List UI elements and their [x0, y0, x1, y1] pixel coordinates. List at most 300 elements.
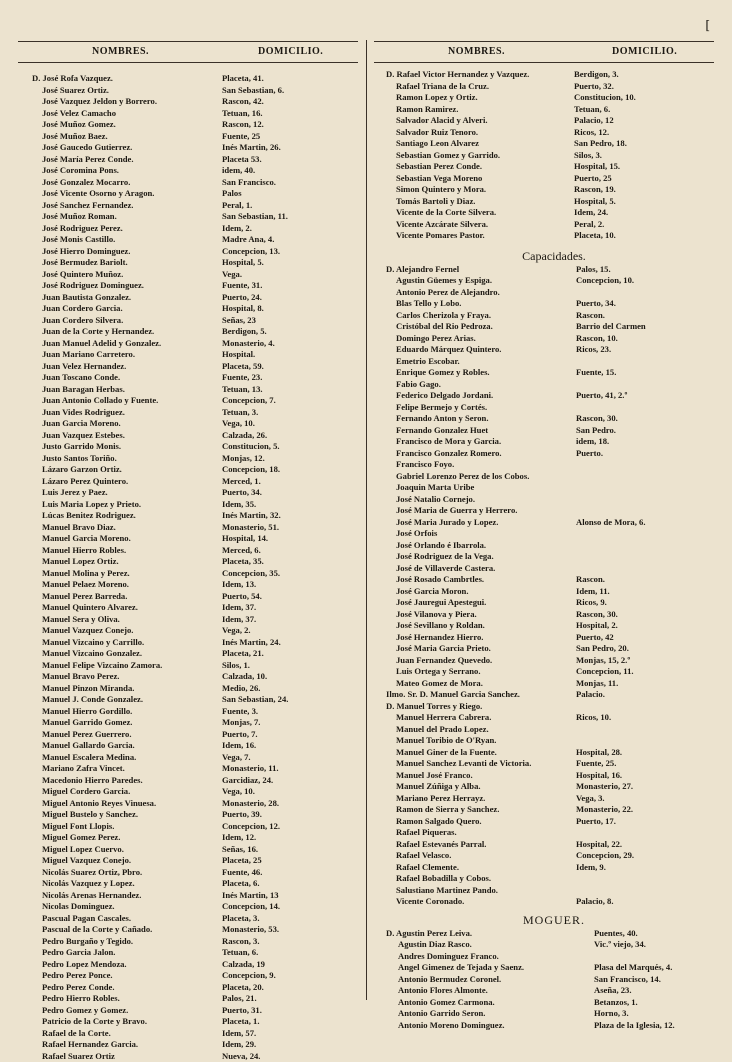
entry-address: idem, 40.	[222, 165, 362, 177]
list-item	[386, 115, 722, 127]
entry-name: Pascual Pagan Cascales.	[42, 913, 218, 925]
entry-name: Rafael Suarez Ortiz	[42, 1051, 218, 1062]
list-item	[386, 264, 722, 276]
entry-name: Manuel Escalera Medina.	[42, 752, 218, 764]
list-item	[386, 827, 722, 839]
entry-name: José Vilanova y Piera.	[396, 609, 572, 621]
list-item	[32, 73, 362, 85]
list-item	[32, 464, 362, 476]
entry-address: San Francisco.	[222, 177, 362, 189]
list-item	[32, 855, 362, 867]
list-item	[32, 556, 362, 568]
entry-address: Palacio, 8.	[576, 896, 710, 908]
entry-name: Manuel Gallardo Garcia.	[42, 740, 218, 752]
list-item	[32, 131, 362, 143]
list-item	[386, 816, 722, 828]
entry-address: Rascon, 42.	[222, 96, 362, 108]
entry-address: Inés Martin, 26.	[222, 142, 362, 154]
list-item	[386, 678, 722, 690]
entry-name: Nicolás Arenas Hernandez.	[42, 890, 218, 902]
list-item	[32, 947, 362, 959]
entry-address: Madre Ana, 4.	[222, 234, 362, 246]
entry-address: idem, 18.	[576, 436, 710, 448]
entry-address: Peral, 1.	[222, 200, 362, 212]
entry-address: Puerto, 7.	[222, 729, 362, 741]
list-item	[386, 356, 722, 368]
entry-name: Juan Vazquez Estebes.	[42, 430, 218, 442]
entry-address: Concepcion, 11.	[576, 666, 710, 678]
list-item	[32, 315, 362, 327]
list-item	[386, 138, 722, 150]
list-item	[386, 770, 722, 782]
entry-address: Monasterio, 27.	[576, 781, 710, 793]
entry-address: Puerto, 42	[576, 632, 710, 644]
list-item	[386, 367, 722, 379]
list-item	[32, 970, 362, 982]
list-item	[386, 985, 722, 997]
list-item	[32, 395, 362, 407]
list-item	[386, 724, 722, 736]
list-item	[386, 712, 722, 724]
entry-name: Luis Jerez y Paez.	[42, 487, 218, 499]
entry-address: Plaza de la Iglesia, 12.	[594, 1020, 716, 1032]
entry-name: José Bermudez Bariolt.	[42, 257, 218, 269]
entry-address: Placeta 53.	[222, 154, 362, 166]
entry-name: José Gaucedo Gutierrez.	[42, 142, 218, 154]
entry-name: Emetrio Escobar.	[396, 356, 572, 368]
entry-name: Lúcas Benitez Rodriguez.	[42, 510, 218, 522]
entry-name: Manuel Toribio de O'Ryan.	[396, 735, 572, 747]
list-item	[32, 775, 362, 787]
entry-address: Idem, 12.	[222, 832, 362, 844]
list-item	[32, 936, 362, 948]
entry-name: Mariano Perez Herrayz.	[396, 793, 572, 805]
list-item	[386, 127, 722, 139]
entry-name: Manuel Herrera Cabrera.	[396, 712, 572, 724]
entry-address: Calzada, 26.	[222, 430, 362, 442]
list-item	[32, 85, 362, 97]
list-item	[386, 448, 722, 460]
list-item	[32, 246, 362, 258]
entry-name: José Maria Jurado y Lopez.	[396, 517, 572, 529]
list-item	[32, 338, 362, 350]
entry-address: Concepcion, 9.	[222, 970, 362, 982]
entry-address: Puerto, 32.	[574, 81, 706, 93]
list-item	[32, 890, 362, 902]
entry-name: José Suarez Ortiz.	[42, 85, 218, 97]
entry-address: Puerto, 25	[574, 173, 706, 185]
entry-address: Plasa del Marqués, 4.	[594, 962, 716, 974]
entry-name: José Jauregui Apestegui.	[396, 597, 572, 609]
entry-address: Rascon, 3.	[222, 936, 362, 948]
entry-name: Manuel Perez Guerrero.	[42, 729, 218, 741]
entry-address: Horno, 3.	[594, 1008, 716, 1020]
entry-address: Tetuan, 16.	[222, 108, 362, 120]
list-item	[32, 303, 362, 315]
list-item	[386, 689, 722, 701]
list-item	[32, 832, 362, 844]
list-item	[32, 96, 362, 108]
entry-name: Gabriel Lorenzo Perez de los Cobos.	[396, 471, 572, 483]
list-item	[32, 729, 362, 741]
list-item	[386, 184, 722, 196]
entry-name: Antonio Moreno Dominguez.	[398, 1020, 592, 1032]
entry-name: Nicolás Vazquez y Lopez.	[42, 878, 218, 890]
list-item	[32, 326, 362, 338]
list-item	[32, 671, 362, 683]
column-divider	[366, 40, 367, 1000]
entry-name: Juan de la Corte y Hernandez.	[42, 326, 218, 338]
entry-address: Idem, 57.	[222, 1028, 362, 1040]
entry-name: Antonio Gomez Carmona.	[398, 997, 592, 1009]
entry-address: Concepcion, 18.	[222, 464, 362, 476]
list-item	[32, 798, 362, 810]
corner-mark: [	[705, 18, 710, 32]
entry-name: Juan Antonio Collado y Fuente.	[42, 395, 218, 407]
entry-name: Sebastian Vega Moreno	[396, 173, 572, 185]
entry-name: Juan Baragan Herbas.	[42, 384, 218, 396]
list-item	[386, 471, 722, 483]
list-item	[386, 1008, 722, 1020]
entry-name: Antonio Bermudez Coronel.	[398, 974, 592, 986]
entry-address: Inés Martin, 32.	[222, 510, 362, 522]
list-item	[386, 196, 722, 208]
entry-address: Idem, 29.	[222, 1039, 362, 1051]
entry-address: Fuente, 25.	[576, 758, 710, 770]
entry-name: Manuel Sanchez Levanti de Victoria.	[396, 758, 572, 770]
list-item	[32, 579, 362, 591]
entry-address: San Sebastian, 6.	[222, 85, 362, 97]
list-item	[386, 747, 722, 759]
list-item	[386, 885, 722, 897]
entry-name: Miguel Cordero Garcia.	[42, 786, 218, 798]
entry-address: Concepcion, 14.	[222, 901, 362, 913]
entry-name: José Muñoz Gomez.	[42, 119, 218, 131]
list-item	[386, 298, 722, 310]
entry-address: Hospital, 2.	[576, 620, 710, 632]
entry-address: Idem, 37.	[222, 614, 362, 626]
entry-address: Inés Martin, 24.	[222, 637, 362, 649]
entry-address: Puerto, 39.	[222, 809, 362, 821]
entry-address: Palos	[222, 188, 362, 200]
entry-name: José Velez Camacho	[42, 108, 218, 120]
list-item	[32, 740, 362, 752]
entry-name: Pedro Gomez y Gomez.	[42, 1005, 218, 1017]
list-item	[386, 425, 722, 437]
list-item	[32, 614, 362, 626]
list-item	[386, 287, 722, 299]
entry-name: Justo Garrido Monis.	[42, 441, 218, 453]
entry-name: Mateo Gomez de Mora.	[396, 678, 572, 690]
entry-name: Carlos Cherizola y Fraya.	[396, 310, 572, 322]
list-item	[32, 142, 362, 154]
list-item	[32, 200, 362, 212]
list-item	[32, 499, 362, 511]
entry-address: Placeta, 41.	[222, 73, 362, 85]
list-item	[32, 119, 362, 131]
entry-name: Manuel Hierro Gordillo.	[42, 706, 218, 718]
list-item	[32, 924, 362, 936]
entry-name: Andres Dominguez Franco.	[398, 951, 592, 963]
entry-address: Hospital, 28.	[576, 747, 710, 759]
list-item	[32, 717, 362, 729]
entry-name: Manuel J. Conde Gonzalez.	[42, 694, 218, 706]
entry-address: Puerto, 31.	[222, 1005, 362, 1017]
entry-name: Antonio Flores Almonte.	[398, 985, 592, 997]
entry-address: Concepcion, 7.	[222, 395, 362, 407]
entry-address: Monasterio, 51.	[222, 522, 362, 534]
list-item	[32, 384, 362, 396]
list-item	[386, 528, 722, 540]
entry-name: José Muñoz Baez.	[42, 131, 218, 143]
header-bottom-rule-right	[374, 62, 714, 63]
list-item	[32, 522, 362, 534]
entry-name: Juan Toscano Conde.	[42, 372, 218, 384]
entry-address: Monasterio, 28.	[222, 798, 362, 810]
list-item	[32, 361, 362, 373]
list-item	[386, 161, 722, 173]
list-item	[32, 292, 362, 304]
entry-address: Monjas, 7.	[222, 717, 362, 729]
entry-name: Patricio de la Corte y Bravo.	[42, 1016, 218, 1028]
entry-name: Rafael Clemente.	[396, 862, 572, 874]
list-item	[386, 104, 722, 116]
list-item	[32, 568, 362, 580]
list-item	[32, 430, 362, 442]
moguer-heading: MOGUER.	[386, 912, 722, 928]
entry-address: Fuente, 46.	[222, 867, 362, 879]
list-item	[386, 781, 722, 793]
list-item	[386, 505, 722, 517]
entry-address: Puerto, 34.	[576, 298, 710, 310]
entry-name: Manuel del Prado Lopez.	[396, 724, 572, 736]
entry-address: Hospital, 15.	[574, 161, 706, 173]
list-item	[386, 310, 722, 322]
entry-name: Vicente de la Corte Silvera.	[396, 207, 572, 219]
entry-address: Monasterio, 4.	[222, 338, 362, 350]
entry-name: José Orlando é Ibarrola.	[396, 540, 572, 552]
entry-name: Manuel Bravo Diaz.	[42, 522, 218, 534]
entry-name: José Rodriguez Perez.	[42, 223, 218, 235]
list-item	[32, 188, 362, 200]
entry-name: Mariano Zafra Vincet.	[42, 763, 218, 775]
entry-address: Concepcion, 10.	[576, 275, 710, 287]
entry-name: Ramon de Sierra y Sanchez.	[396, 804, 572, 816]
entry-name: Manuel Bravo Perez.	[42, 671, 218, 683]
entry-name: Manuel Perez Barreda.	[42, 591, 218, 603]
entry-address: Hospital, 5.	[574, 196, 706, 208]
entry-address: Monjas, 12.	[222, 453, 362, 465]
entry-name: Ramon Lopez y Ortiz.	[396, 92, 572, 104]
entry-address: Monasterio, 11.	[222, 763, 362, 775]
list-item	[386, 793, 722, 805]
entry-address: Idem, 9.	[576, 862, 710, 874]
entry-name: Juan Manuel Adelid y Gonzalez.	[42, 338, 218, 350]
entry-address: Vega, 2.	[222, 625, 362, 637]
entry-name: Manuel Quintero Alvarez.	[42, 602, 218, 614]
list-item	[32, 959, 362, 971]
list-item	[32, 602, 362, 614]
entry-name: Ilmo. Sr. D. Manuel Garcia Sanchez.	[386, 689, 572, 701]
list-item	[32, 177, 362, 189]
entry-address: Rascon, 30.	[576, 413, 710, 425]
entry-name: Lázaro Garzon Ortiz.	[42, 464, 218, 476]
entry-name: Pedro Hierro Robles.	[42, 993, 218, 1005]
list-item	[32, 683, 362, 695]
entry-name: Salvador Alacid y Alveri.	[396, 115, 572, 127]
list-item	[32, 901, 362, 913]
entry-name: Manuel Zúñiga y Alba.	[396, 781, 572, 793]
entry-address: Tetuan, 3.	[222, 407, 362, 419]
list-item	[386, 758, 722, 770]
list-item	[386, 928, 722, 940]
list-item	[32, 648, 362, 660]
list-item	[32, 223, 362, 235]
right-column	[386, 69, 722, 1031]
header-domicilio-right: DOMICILIO.	[612, 46, 677, 57]
entry-address: Vega, 7.	[222, 752, 362, 764]
entry-name: José Rosado Cambrtles.	[396, 574, 572, 586]
entry-name: José Sevillano y Roldan.	[396, 620, 572, 632]
entry-name: Angel Gimenez de Tejada y Saenz.	[398, 962, 592, 974]
list-item	[32, 809, 362, 821]
entry-address: Idem, 16.	[222, 740, 362, 752]
list-item	[32, 211, 362, 223]
list-item	[386, 69, 722, 81]
list-item	[386, 219, 722, 231]
entry-address: Idem, 37.	[222, 602, 362, 614]
entry-name: Francisco Gonzalez Romero.	[396, 448, 572, 460]
header-bottom-rule-left	[18, 62, 358, 63]
entry-name: Rafael Velasco.	[396, 850, 572, 862]
list-item	[32, 533, 362, 545]
entry-address: Aseña, 23.	[594, 985, 716, 997]
entry-name: Pedro Burgaño y Tegido.	[42, 936, 218, 948]
list-item	[386, 321, 722, 333]
list-item	[32, 280, 362, 292]
entry-name: Luis Maria Lopez y Prieto.	[42, 499, 218, 511]
entry-address: Palos, 21.	[222, 993, 362, 1005]
entry-address: Señas, 16.	[222, 844, 362, 856]
list-item	[386, 482, 722, 494]
list-item	[32, 349, 362, 361]
list-item	[32, 763, 362, 775]
entry-address: Puerto, 34.	[222, 487, 362, 499]
list-item	[32, 982, 362, 994]
entry-address: San Pedro.	[576, 425, 710, 437]
entry-name: Nicolas Dominguez.	[42, 901, 218, 913]
entry-name: Rafael Bobadilla y Cobos.	[396, 873, 572, 885]
entry-address: Puerto, 54.	[222, 591, 362, 603]
list-item	[32, 752, 362, 764]
list-item	[386, 402, 722, 414]
entry-name: José Maria de Guerra y Herrero.	[396, 505, 572, 517]
entry-name: D. Agustin Perez Leiva.	[386, 928, 592, 940]
list-item	[32, 545, 362, 557]
entry-name: Rafael de la Corte.	[42, 1028, 218, 1040]
entry-address: Rascon, 30.	[576, 609, 710, 621]
entry-address: Idem, 13.	[222, 579, 362, 591]
entry-name: Antonio Perez de Alejandro.	[396, 287, 572, 299]
entry-name: José Rodriguez de la Vega.	[396, 551, 572, 563]
entry-name: Manuel Felipe Vizcaino Zamora.	[42, 660, 218, 672]
entry-address: Monjas, 11.	[576, 678, 710, 690]
entry-address: Peral, 2.	[574, 219, 706, 231]
list-item	[32, 913, 362, 925]
entry-name: José Coromina Pons.	[42, 165, 218, 177]
list-item	[386, 804, 722, 816]
entry-name: Miguel Bustelo y Sanchez.	[42, 809, 218, 821]
entry-name: Manuel Garrido Gomez.	[42, 717, 218, 729]
list-item	[32, 993, 362, 1005]
entry-address: Señas, 23	[222, 315, 362, 327]
list-item	[386, 379, 722, 391]
entry-address: Vega, 10.	[222, 418, 362, 430]
list-item	[386, 597, 722, 609]
entry-address: San Pedro, 18.	[574, 138, 706, 150]
list-item	[386, 563, 722, 575]
entry-address: Vega, 3.	[576, 793, 710, 805]
entry-address: Fuente, 25	[222, 131, 362, 143]
list-item	[32, 625, 362, 637]
entry-address: Fuente, 23.	[222, 372, 362, 384]
list-item	[386, 275, 722, 287]
header-top-rule-left	[18, 41, 358, 42]
entry-name: Federico Delgado Jordani.	[396, 390, 572, 402]
entry-name: Manuel Vizcaino Gonzalez.	[42, 648, 218, 660]
entry-name: Juan Vides Rodriguez.	[42, 407, 218, 419]
entry-address: Placeta, 10.	[574, 230, 706, 242]
entry-address: San Pedro, 20.	[576, 643, 710, 655]
entry-name: Pedro Garcia Jalon.	[42, 947, 218, 959]
entry-address: Tetuan, 6.	[222, 947, 362, 959]
list-item	[32, 1028, 362, 1040]
list-item	[386, 862, 722, 874]
entry-address: Concepcion, 13.	[222, 246, 362, 258]
entry-name: Enrique Gomez y Robles.	[396, 367, 572, 379]
entry-name: Antonio Garrido Seron.	[398, 1008, 592, 1020]
entry-name: Luis Ortega y Serrano.	[396, 666, 572, 678]
entry-name: D. José Rofa Vazquez.	[32, 73, 218, 85]
entry-address: Rascon, 12.	[222, 119, 362, 131]
entry-name: José María Perez Conde.	[42, 154, 218, 166]
list-item	[386, 850, 722, 862]
list-item	[32, 786, 362, 798]
entry-address: Placeta, 35.	[222, 556, 362, 568]
entry-name: Juan Mariano Carretero.	[42, 349, 218, 361]
entry-address: Hospital, 5.	[222, 257, 362, 269]
capacidades-heading: Capacidades.	[386, 248, 722, 264]
entry-name: Fernando Gonzalez Huet	[396, 425, 572, 437]
list-item	[32, 418, 362, 430]
entry-address: Placeta, 3.	[222, 913, 362, 925]
entry-name: Juan Bautista Gonzalez.	[42, 292, 218, 304]
entry-address: Puerto.	[576, 448, 710, 460]
entry-name: Vicente Coronado.	[396, 896, 572, 908]
list-item	[386, 344, 722, 356]
entry-address: Hospital, 22.	[576, 839, 710, 851]
entry-address: Constitucion, 5.	[222, 441, 362, 453]
header-nombres-left: NOMBRES.	[92, 46, 149, 57]
capacidades-list	[386, 264, 722, 908]
list-item	[386, 517, 722, 529]
list-item	[32, 154, 362, 166]
entry-address: Placeta, 6.	[222, 878, 362, 890]
entry-address: Hospital.	[222, 349, 362, 361]
entry-name: Manuel Lopez Ortiz.	[42, 556, 218, 568]
list-item	[32, 706, 362, 718]
list-item	[386, 551, 722, 563]
